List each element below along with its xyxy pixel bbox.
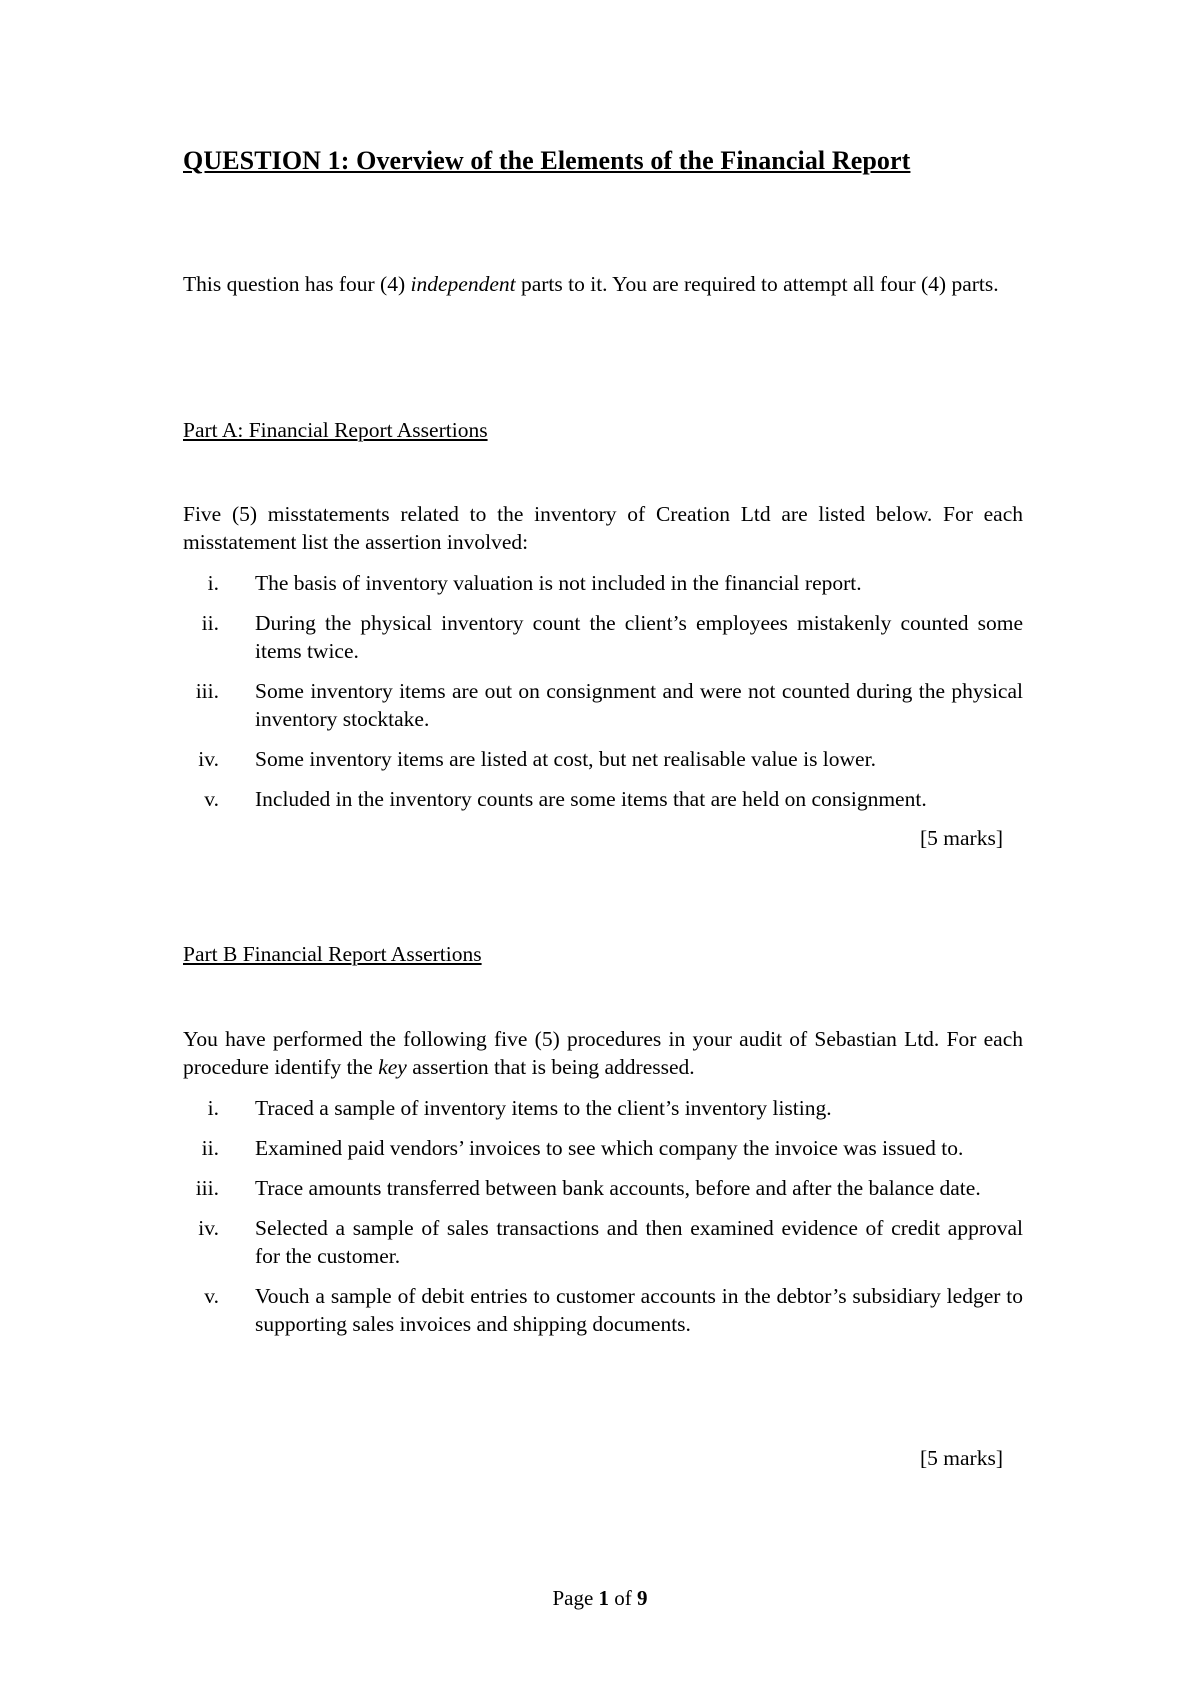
list-item-text: Selected a sample of sales transactions and then examined evidence of credit approval for the customer. [255,1216,1023,1268]
intro-paragraph [183,270,1023,298]
intro-text-after: parts to it. You are required to attempt all four (4) parts. [515,272,999,296]
part-b-marks: [5 marks] [920,1446,1003,1470]
part-a-heading: Part A: Financial Report Assertions [183,418,488,442]
page-footer [0,1586,1200,1611]
list-marker: i. [207,1096,219,1120]
list-marker: ii. [201,1136,219,1160]
list-marker: ii. [201,611,219,635]
list-item-text: Traced a sample of inventory items to the client’s inventory listing. [255,1096,832,1120]
page-title: QUESTION 1: Overview of the Elements of the Financial Report [183,146,911,175]
list-marker: iv. [198,747,219,771]
part-b-heading: Part B Financial Report Assertions [183,942,482,966]
part-b-intro-after: assertion that is being addressed. [406,1055,695,1079]
part-b-intro-emphasis: key [378,1055,407,1079]
list-item-text: Some inventory items are listed at cost, but net realisable value is lower. [255,747,876,771]
list-marker: i. [207,571,219,595]
list-item [183,785,1023,813]
intro-emphasis: independent [410,272,516,296]
list-marker: iv. [198,1216,219,1240]
list-item-text: Included in the inventory counts are some items that are held on consignment. [255,787,927,811]
part-a-list [183,569,1023,825]
list-item [183,569,1023,597]
list-item [183,1094,1023,1122]
footer-page-total: 9 [637,1586,648,1610]
part-b-intro-before: You have performed the following five (5) procedures in your audit of Sebastian Ltd. For each procedure identify the [183,1027,1023,1079]
list-item [183,1174,1023,1202]
list-item [183,1282,1023,1338]
list-marker: v. [204,787,219,811]
list-item-text: During the physical inventory count the client’s employees mistakenly counted some items twice. [255,611,1023,663]
list-marker: iii. [195,679,219,703]
part-a-marks: [5 marks] [920,826,1003,850]
list-item-text: Examined paid vendors’ invoices to see which company the invoice was issued to. [255,1136,964,1160]
part-b-list [183,1094,1023,1350]
intro-text-before: This question has four (4) [183,272,411,296]
list-marker: iii. [195,1176,219,1200]
list-item [183,745,1023,773]
list-marker: v. [204,1284,219,1308]
footer-page-number: 1 [598,1586,610,1610]
part-a-intro: Five (5) misstatements related to the inventory of Creation Ltd are listed below. For each misstatement list the assertion involved: [183,502,1023,554]
list-item-text: Some inventory items are out on consignment and were not counted during the physical inventory stocktake. [255,679,1023,731]
list-item-text: The basis of inventory valuation is not included in the financial report. [255,571,862,595]
list-item [183,1134,1023,1162]
list-item-text: Trace amounts transferred between bank accounts, before and after the balance date. [255,1176,981,1200]
list-item [183,1214,1023,1270]
footer-of-label: of [614,1586,632,1610]
list-item [183,609,1023,665]
list-item [183,677,1023,733]
part-b-intro [183,1025,1023,1081]
list-item-text: Vouch a sample of debit entries to customer accounts in the debtor’s subsidiary ledger to supporting sales invoices and shipping documents. [255,1284,1023,1336]
footer-page-label: Page [552,1586,594,1610]
